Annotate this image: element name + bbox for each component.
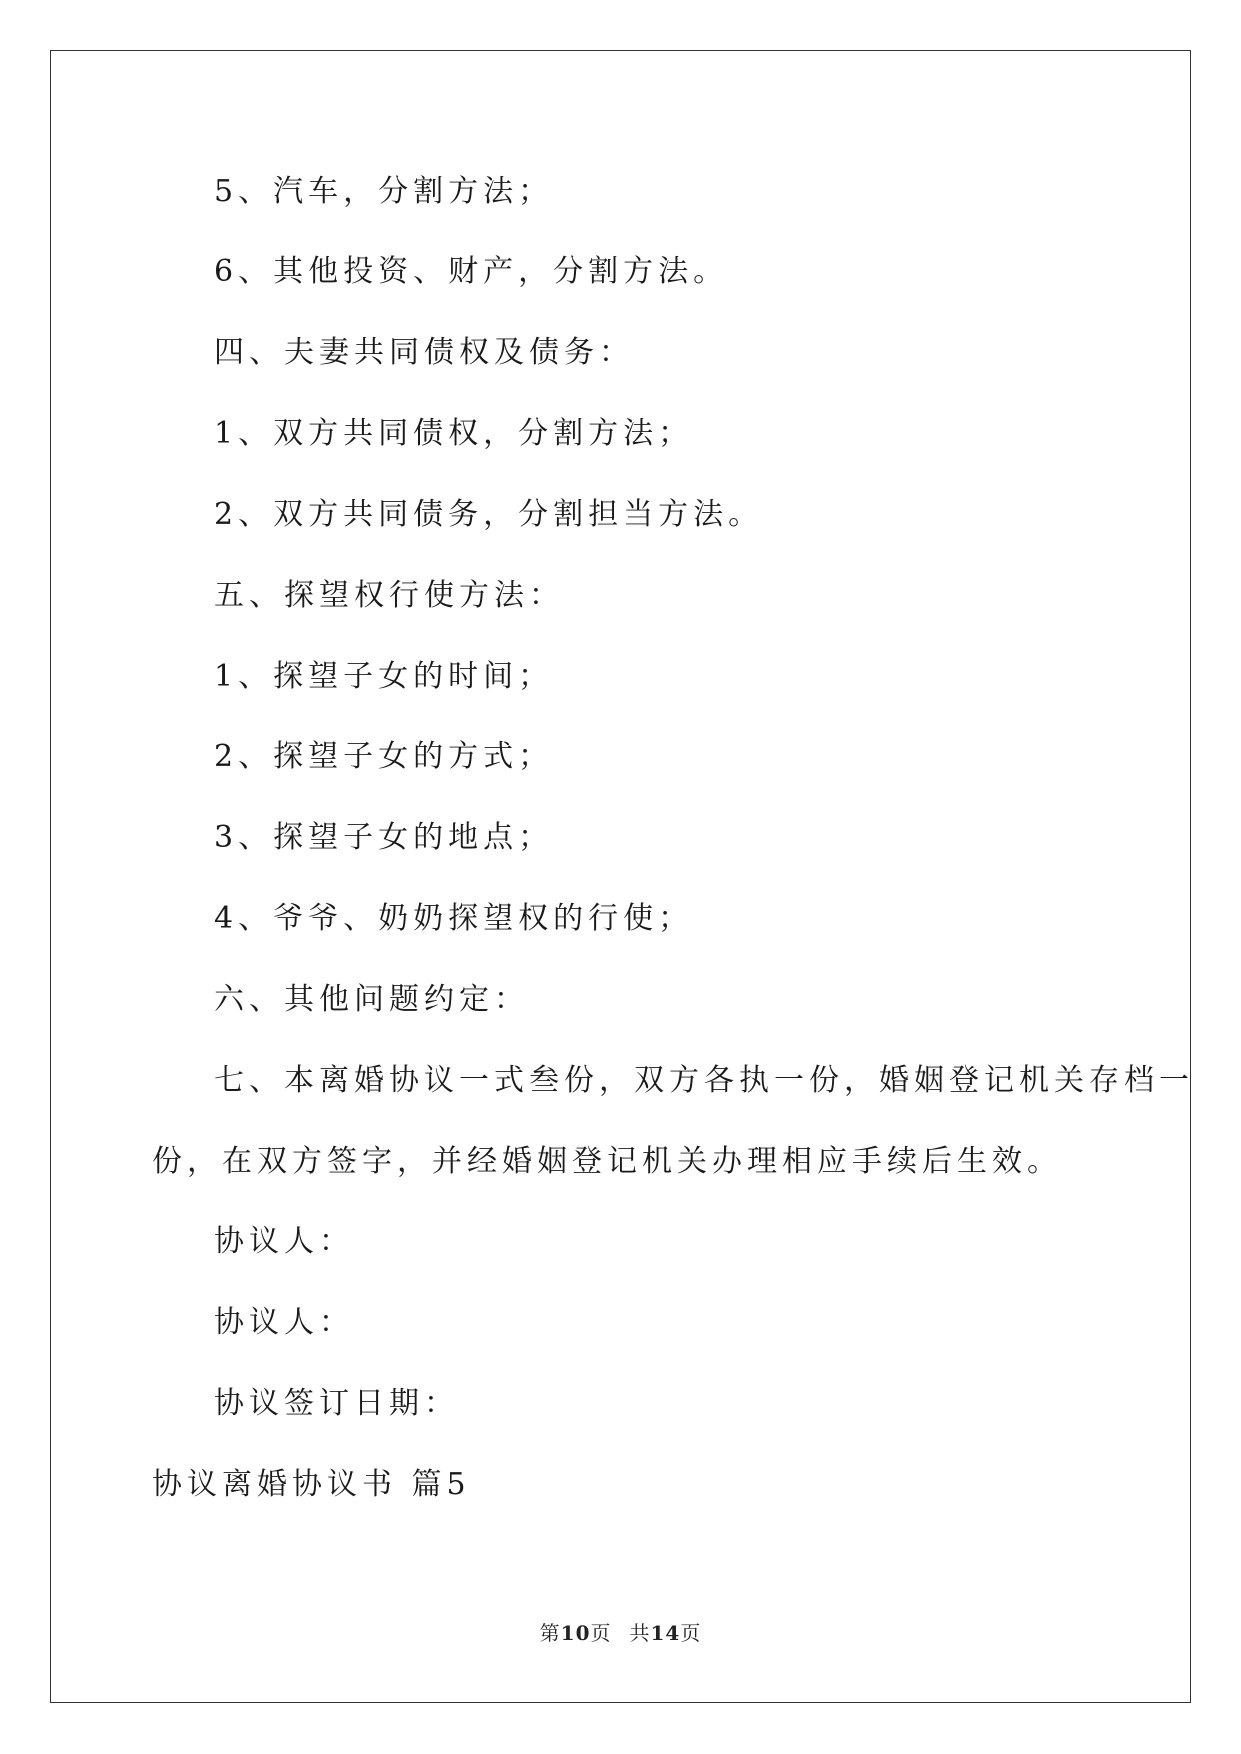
text-line: 2、探望子女的方式； [214,739,554,774]
footer-page-suffix: 页 [590,1621,612,1645]
text-line: 1、探望子女的时间； [214,659,554,694]
text-line: 份，在双方签字，并经婚姻登记机关办理相应手续后生效。 [152,1144,1062,1179]
signature-label: 协议人： [214,1224,354,1259]
text-line: 4、爷爷、奶奶探望权的行使； [214,901,694,936]
text-line: 1、双方共同债权，分割方法； [214,416,694,451]
current-page-number: 10 [560,1621,591,1645]
text-line: 6、其他投资、财产，分割方法。 [214,254,729,289]
signature-label: 协议人： [214,1305,354,1340]
footer-total-suffix: 页 [680,1621,702,1645]
section-heading: 六、其他问题约定： [214,982,529,1017]
text-line: 5、汽车，分割方法； [214,174,554,209]
article-title: 协议离婚协议书 篇5 [152,1467,471,1502]
date-label: 协议签订日期： [214,1386,459,1421]
section-heading: 五、探望权行使方法： [214,578,564,613]
text-line: 3、探望子女的地点； [214,820,554,855]
section-heading: 七、本离婚协议一式叁份，双方各执一份，婚姻登记机关存档一 [214,1063,1194,1098]
page-border [50,50,1191,1703]
section-heading: 四、夫妻共同债权及债务： [214,335,634,370]
footer-prefix: 第 [539,1621,561,1645]
text-line: 2、双方共同债务，分割担当方法。 [214,497,764,532]
total-pages-number: 14 [650,1621,681,1645]
page-footer [0,1619,1241,1647]
footer-total-prefix: 共 [629,1621,651,1645]
